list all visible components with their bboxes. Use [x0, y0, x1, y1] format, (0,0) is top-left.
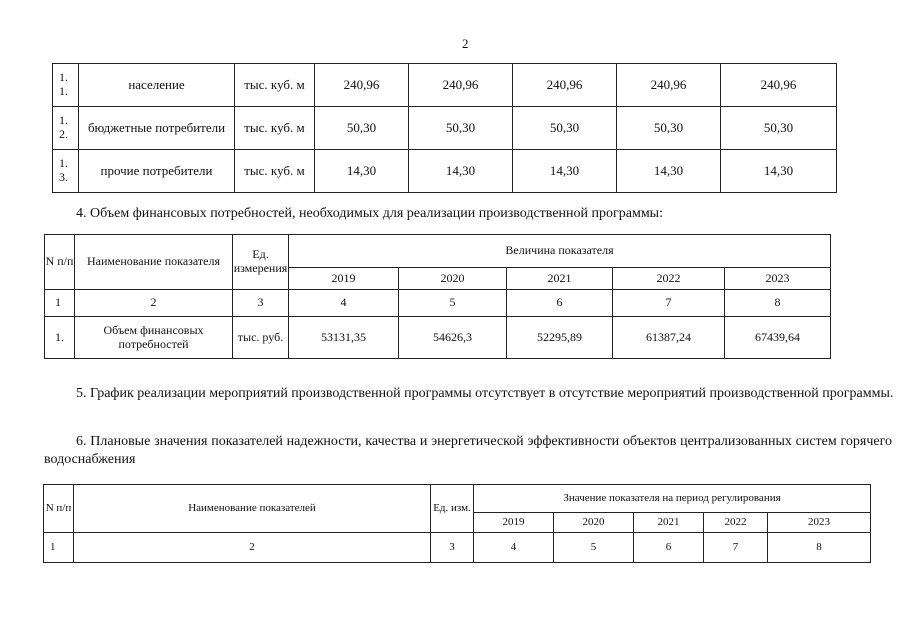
reliability-indicators-table	[43, 484, 871, 563]
table-cell: 14,30	[315, 150, 409, 193]
table-cell: 4	[289, 290, 399, 317]
financial-needs-table	[44, 234, 831, 359]
col-header-number: N п/п	[45, 235, 75, 290]
table-cell: 240,96	[721, 64, 837, 107]
table-cell: 5	[399, 290, 507, 317]
page-number: 2	[462, 36, 469, 51]
table-cell: 3	[431, 533, 474, 563]
year-header: 2020	[399, 268, 507, 290]
table-cell: 8	[725, 290, 831, 317]
row-name: прочие потребители	[79, 150, 235, 193]
table-cell: 14,30	[617, 150, 721, 193]
table-cell: 2	[75, 290, 233, 317]
col-header-name: Наименование показателя	[75, 235, 233, 290]
row-number: 1. 3.	[53, 150, 79, 193]
row-unit: тыс. куб. м	[235, 107, 315, 150]
table-cell: 3	[233, 290, 289, 317]
table-cell: 1	[44, 533, 74, 563]
table-cell: 2	[74, 533, 431, 563]
table-cell: 240,96	[315, 64, 409, 107]
table-row	[45, 290, 831, 317]
table-cell: 14,30	[721, 150, 837, 193]
table-cell: 67439,64	[725, 317, 831, 359]
year-header: 2021	[507, 268, 613, 290]
year-header: 2023	[725, 268, 831, 290]
col-header-unit: Ед. изм.	[431, 485, 474, 533]
row-number: 1. 1.	[53, 64, 79, 107]
year-header: 2021	[634, 513, 704, 533]
table-row	[53, 64, 837, 107]
table-cell: 14,30	[409, 150, 513, 193]
year-header: 2020	[554, 513, 634, 533]
table-cell: 52295,89	[507, 317, 613, 359]
table-cell: 240,96	[409, 64, 513, 107]
col-header-value-group: Значение показателя на период регулирования	[474, 485, 871, 513]
table-cell: 240,96	[617, 64, 721, 107]
year-header: 2019	[289, 268, 399, 290]
table-cell: 53131,35	[289, 317, 399, 359]
row-name: население	[79, 64, 235, 107]
table-cell: 54626,3	[399, 317, 507, 359]
table-row	[53, 107, 837, 150]
row-unit: тыс. куб. м	[235, 64, 315, 107]
table-cell: 50,30	[409, 107, 513, 150]
table-cell: 240,96	[513, 64, 617, 107]
year-header: 2022	[704, 513, 768, 533]
table-header-row	[44, 485, 871, 513]
col-header-name: Наименование показателей	[74, 485, 431, 533]
row-name: Объем финансовых потребностей	[75, 317, 233, 359]
table-cell: 14,30	[513, 150, 617, 193]
table-cell: 61387,24	[613, 317, 725, 359]
section-6-paragraph: 6. Плановые значения показателей надежности, качества и энергетической эффективности объектов централизованных систем горячего водоснабжения	[44, 434, 892, 467]
col-header-number: N п/п	[44, 485, 74, 533]
table-cell: 8	[768, 533, 871, 563]
table-row	[45, 317, 831, 359]
row-number: 1.	[45, 317, 75, 359]
table-cell: 50,30	[617, 107, 721, 150]
table-row	[44, 533, 871, 563]
table-cell: 7	[613, 290, 725, 317]
row-unit: тыс. куб. м	[235, 150, 315, 193]
table-cell: 6	[507, 290, 613, 317]
year-header: 2022	[613, 268, 725, 290]
col-header-value-group: Величина показателя	[289, 235, 831, 268]
table-cell: 4	[474, 533, 554, 563]
table-header-row	[45, 235, 831, 268]
col-header-unit: Ед. измерения	[233, 235, 289, 290]
table-cell: 6	[634, 533, 704, 563]
table-cell: 1	[45, 290, 75, 317]
row-number: 1. 2.	[53, 107, 79, 150]
table-cell: 50,30	[721, 107, 837, 150]
row-unit: тыс. руб.	[233, 317, 289, 359]
table-cell: 50,30	[513, 107, 617, 150]
table-cell: 5	[554, 533, 634, 563]
section-5-paragraph: 5. График реализации мероприятий производственной программы отсутствует в отсутствие мероприятий производственной программы.	[76, 386, 894, 401]
year-header: 2019	[474, 513, 554, 533]
section-4-heading: 4. Объем финансовых потребностей, необходимых для реализации производственной программы:	[76, 206, 663, 221]
consumption-table	[52, 63, 837, 193]
row-name: бюджетные потребители	[79, 107, 235, 150]
year-header: 2023	[768, 513, 871, 533]
table-cell: 7	[704, 533, 768, 563]
table-cell: 50,30	[315, 107, 409, 150]
table-row	[53, 150, 837, 193]
